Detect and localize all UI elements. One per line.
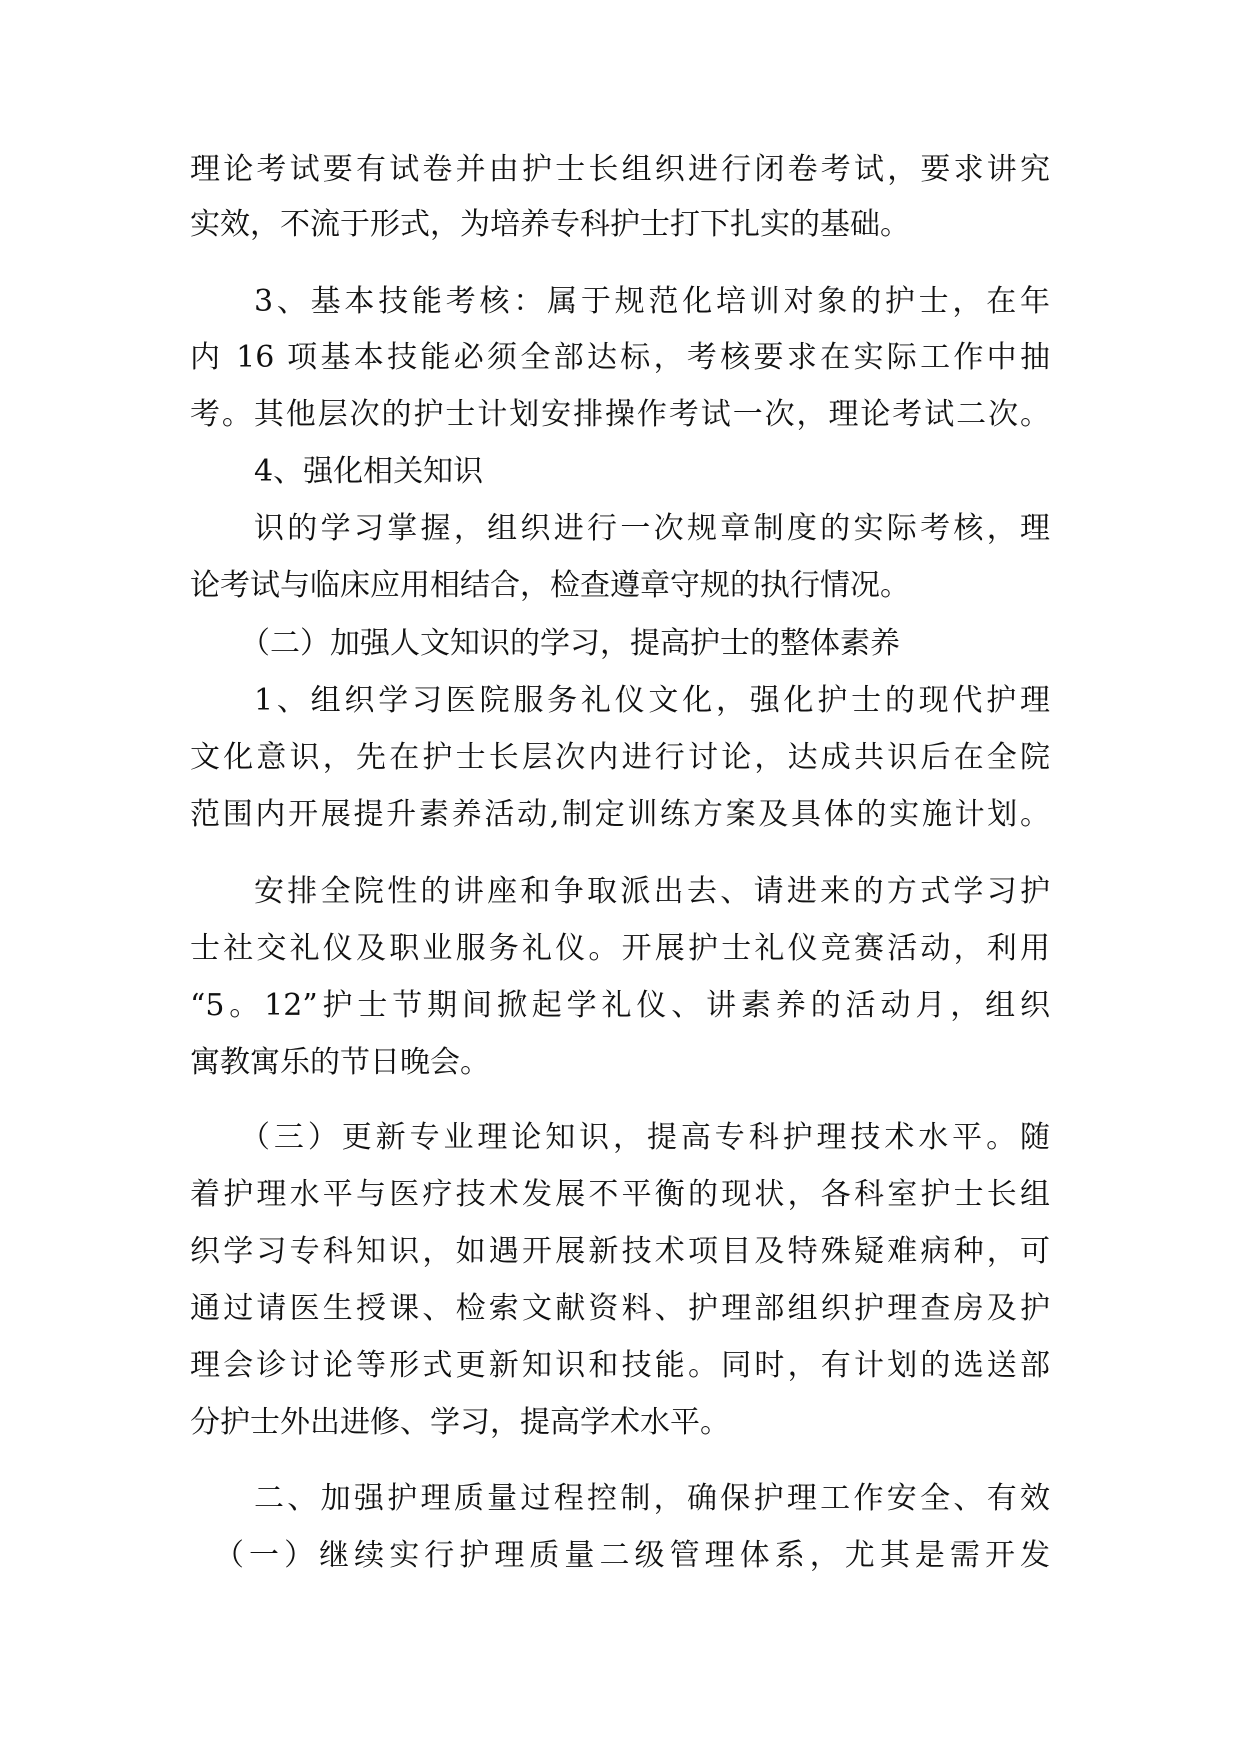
text-line: 分护士外出进修、学习，提高学术水平。 xyxy=(190,1405,730,1440)
text-line: 织学习专科知识，如遇开展新技术项目及特殊疑难病种，可 xyxy=(190,1234,1050,1269)
section-heading: （一）继续实行护理质量二级管理体系，尤其是需开发 xyxy=(214,1538,1050,1573)
text-line: 4、强化相关知识 xyxy=(254,454,484,489)
text-line: 3、基本技能考核：属于规范化培训对象的护士，在年 xyxy=(254,284,1050,319)
text-line: 理论考试要有试卷并由护士长组织进行闭卷考试，要求讲究 xyxy=(190,152,1050,187)
text-line: 士社交礼仪及职业服务礼仪。开展护士礼仪竞赛活动，利用 xyxy=(190,931,1050,966)
text-line: 识的学习掌握，组织进行一次规章制度的实际考核，理 xyxy=(254,511,1050,546)
text-line: 文化意识，先在护士长层次内进行讨论，达成共识后在全院 xyxy=(190,740,1050,775)
text-line: 理会诊讨论等形式更新知识和技能。同时，有计划的选送部 xyxy=(190,1348,1050,1383)
text-line: 安排全院性的讲座和争取派出去、请进来的方式学习护 xyxy=(254,874,1050,909)
text-line: 论考试与临床应用相结合，检查遵章守规的执行情况。 xyxy=(190,568,910,603)
text-line: （三）更新专业理论知识，提高专科护理技术水平。随 xyxy=(240,1120,1050,1155)
section-heading: （二）加强人文知识的学习，提高护士的整体素养 xyxy=(240,626,900,661)
text-line: 范围内开展提升素养活动,制定训练方案及具体的实施计划。 xyxy=(190,797,1050,832)
section-heading: 二、加强护理质量过程控制，确保护理工作安全、有效 xyxy=(254,1481,1050,1516)
text-line: 内 16 项基本技能必须全部达标，考核要求在实际工作中抽 xyxy=(190,340,1050,375)
text-line: 考。其他层次的护士计划安排操作考试一次，理论考试二次。 xyxy=(190,397,1050,432)
text-line: 寓教寓乐的节日晚会。 xyxy=(190,1045,490,1080)
text-line: 实效，不流于形式，为培养专科护士打下扎实的基础。 xyxy=(190,207,910,242)
text-line: 着护理水平与医疗技术发展不平衡的现状，各科室护士长组 xyxy=(190,1177,1050,1212)
text-line: 1、组织学习医院服务礼仪文化，强化护士的现代护理 xyxy=(254,683,1050,718)
text-line: “5。12”护士节期间掀起学礼仪、讲素养的活动月，组织 xyxy=(190,988,1050,1023)
text-line: 通过请医生授课、检索文献资料、护理部组织护理查房及护 xyxy=(190,1291,1050,1326)
